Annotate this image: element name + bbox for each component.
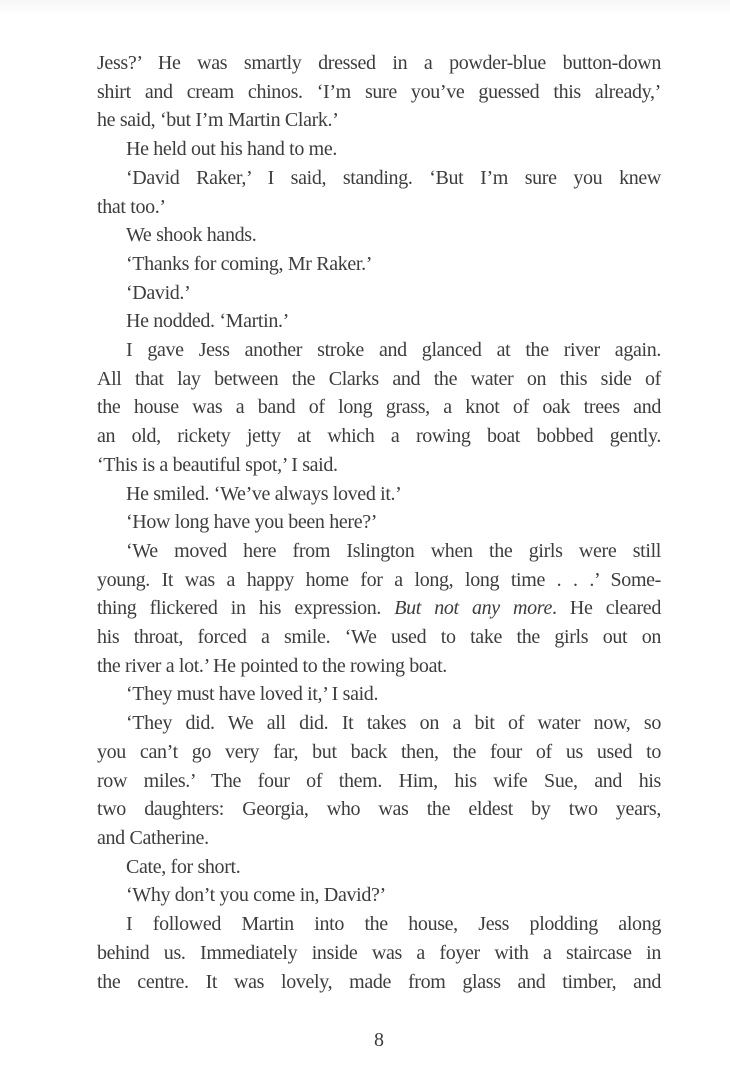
text-segment: ‘Why don’t you come in, David?’ <box>126 884 386 907</box>
text-segment: his throat, forced a smile. ‘We used to take the girls out on <box>97 626 661 649</box>
page-number: 8 <box>374 1029 384 1051</box>
text-line <box>97 279 661 308</box>
text-segment: shirt and cream chinos. ‘I’m sure you’ve guessed this already,’ <box>97 80 661 103</box>
text-segment: you can’t go very far, but back then, the four of us used to <box>97 740 661 763</box>
text-line <box>97 795 661 824</box>
text-segment: Jess?’ He was smartly dressed in a powder-blue button-down <box>97 52 661 74</box>
text-line <box>97 422 661 451</box>
text-segment: ‘They must have loved it,’ I said. <box>126 683 379 706</box>
text-segment: the house was a band of long grass, a knot of oak trees and <box>97 396 661 419</box>
page-edge-shadow <box>0 0 730 16</box>
text-line <box>97 164 661 193</box>
text-segment: ‘They did. We all did. It takes on a bit of water now, so <box>126 712 661 735</box>
text-line <box>97 78 661 107</box>
text-segment: that too.’ <box>97 195 166 218</box>
text-line <box>97 307 661 336</box>
italic-text-segment: But not any more <box>394 597 552 620</box>
text-line <box>97 135 661 164</box>
text-segment: row miles.’ The four of them. Him, his wife Sue, and his <box>97 769 661 792</box>
text-line <box>97 709 661 738</box>
text-line <box>97 767 661 796</box>
text-line <box>97 853 661 882</box>
text-line <box>97 106 661 135</box>
text-line <box>97 939 661 968</box>
text-line <box>97 824 661 853</box>
text-segment: ‘David Raker,’ I said, standing. ‘But I’m sure you knew <box>126 166 661 189</box>
text-line <box>97 480 661 509</box>
text-line <box>97 566 661 595</box>
text-line <box>97 336 661 365</box>
text-line <box>97 968 661 997</box>
text-line <box>97 881 661 910</box>
text-segment: ‘This is a beautiful spot,’ I said. <box>97 453 338 476</box>
text-line <box>97 221 661 250</box>
text-segment: I followed Martin into the house, Jess plodding along <box>126 913 661 936</box>
text-line <box>97 193 661 222</box>
text-line <box>97 250 661 279</box>
text-segment: ‘We moved here from Islington when the girls were still <box>126 539 661 562</box>
text-line <box>97 508 661 537</box>
text-segment: and Catherine. <box>97 826 209 849</box>
text-segment: the river a lot.’ He pointed to the rowing boat. <box>97 654 447 677</box>
text-line <box>97 623 661 652</box>
text-line <box>97 537 661 566</box>
text-segment: an old, rickety jetty at which a rowing boat bobbed gently. <box>97 425 661 448</box>
text-segment: He smiled. ‘We’ve always loved it.’ <box>126 482 402 505</box>
text-segment: I gave Jess another stroke and glanced at the river again. <box>126 339 661 362</box>
text-segment: . He cleared <box>551 597 661 620</box>
text-segment: young. It was a happy home for a long, long time . . .’ Some- <box>97 568 661 591</box>
text-segment: he said, ‘but I’m Martin Clark.’ <box>97 109 339 132</box>
text-segment: ‘How long have you been here?’ <box>126 511 378 534</box>
text-segment: thing flickered in his expression. <box>97 597 395 620</box>
page-text <box>97 49 661 996</box>
text-line <box>97 451 661 480</box>
text-segment: We shook hands. <box>126 224 257 247</box>
text-line <box>97 594 661 623</box>
text-segment: two daughters: Georgia, who was the eldest by two years, <box>97 798 661 821</box>
text-segment: He nodded. ‘Martin.’ <box>126 310 289 333</box>
text-line <box>97 49 661 78</box>
text-line <box>97 365 661 394</box>
text-line <box>97 910 661 939</box>
text-segment: ‘David.’ <box>126 281 191 304</box>
text-segment: the centre. It was lovely, made from glass and timber, and <box>97 970 661 993</box>
text-line <box>97 652 661 681</box>
text-segment: behind us. Immediately inside was a foyer with a staircase in <box>97 941 661 964</box>
text-segment: All that lay between the Clarks and the water on this side of <box>97 367 661 390</box>
text-line <box>97 738 661 767</box>
text-segment: Cate, for short. <box>126 855 241 878</box>
text-line <box>97 393 661 422</box>
text-segment: ‘Thanks for coming, Mr Raker.’ <box>126 252 373 275</box>
text-segment: He held out his hand to me. <box>126 138 338 161</box>
text-line <box>97 680 661 709</box>
